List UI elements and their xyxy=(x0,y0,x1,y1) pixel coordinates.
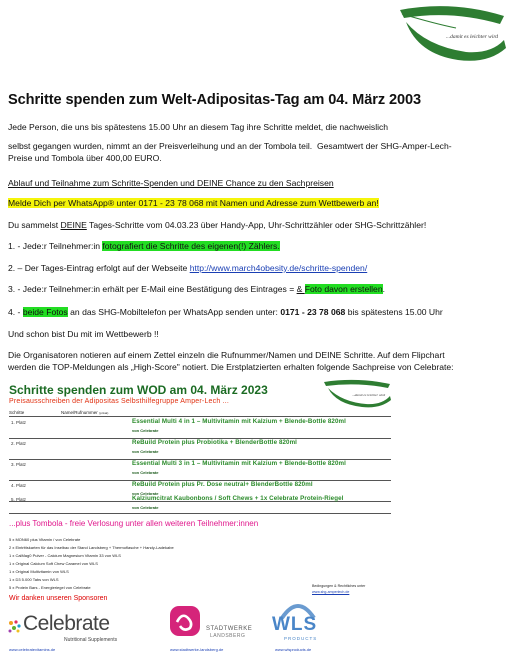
row-prize: Kalziumcitrat Kaubonbons / Soft Chews + 1x Celebrate Protein-Riegel xyxy=(132,495,344,502)
row-sponsor: von Celebrate xyxy=(132,470,159,475)
flyer-subtitle: Preisausschreiben der Adipositas Selbsthilfegruppe Amper-Lech ... xyxy=(9,398,230,405)
thanks-sponsors: Wir danken unseren Sponsoren xyxy=(9,595,108,602)
row-place: 5. Platz xyxy=(11,497,27,502)
tombola-item: 5 x MON60 plus Vitamin / von Celebrate xyxy=(9,537,81,542)
col-name xyxy=(61,410,108,415)
row-prize: Essential Multi 3 in 1 – Multivitamin mit Kalzium + Blende-Bottle 820ml xyxy=(132,460,346,467)
row-place: 2. Platz xyxy=(11,441,27,446)
step3-d: . xyxy=(382,284,385,294)
prize-row xyxy=(9,460,391,481)
step4-e: bis spätestens 15.00 Uhr xyxy=(345,307,443,317)
row-sponsor: von Celebrate xyxy=(132,428,159,433)
logo-tagline: ...damit es leichter wird xyxy=(446,34,499,40)
prize-row xyxy=(9,418,391,439)
tombola-item: 5 x Protein Bars - Energieriegel von Celebrate xyxy=(9,585,91,590)
celebrate-logo xyxy=(8,608,118,646)
wls-logo xyxy=(270,598,330,644)
tombola-heading: ...plus Tombola - freie Verlosung unter allen weiteren Teilnehmer:innen xyxy=(9,519,259,528)
step3-highlight: Foto davon erstellen xyxy=(304,284,383,294)
row-sponsor: von Celebrate xyxy=(132,505,159,510)
para1-line2-b: Gesamtwert der SHG-Amper-Lech- xyxy=(316,141,452,151)
bedingungen-link[interactable]: www.shg-amperlech.de xyxy=(312,590,350,594)
row-prize: ReBuild Protein plus Pr. Dose neutral+ BlenderBottle 820ml xyxy=(132,481,313,488)
step1-a: 1. - Jede:r Teilnehmer:in xyxy=(8,241,103,251)
row-sponsor: von Celebrate xyxy=(132,491,159,496)
tombola-item: 1 x Original Calcium Soft Chew Caramel von WLS xyxy=(9,561,98,566)
celebrate-dots-icon xyxy=(8,620,22,634)
schon-line: Und schon bist Du mit im Wettbewerb !! xyxy=(8,329,159,339)
col-name-small: (privat) xyxy=(99,411,109,415)
bedingungen-text: Bedingungen & Rechtliches unter xyxy=(312,584,366,588)
step-1 xyxy=(8,241,280,252)
row-sponsor: von Celebrate xyxy=(132,449,159,454)
step3-b: & xyxy=(296,284,305,294)
row-place: 3. Platz xyxy=(11,462,27,467)
march4obesity-link[interactable]: http://www.march4obesity.de/schritte-spenden/ xyxy=(189,263,368,273)
row-prize: ReBuild Protein plus Probiotika + BlenderBottle 820ml xyxy=(132,439,298,446)
row-prize: Essential Multi 4 in 1 – Multivitamin mit Kalzium + Blende-Bottle 820ml xyxy=(132,418,346,425)
stadtwerke-url[interactable]: www.stadtwerke-landsberg.de xyxy=(170,647,224,652)
whatsapp-highlight: Melde Dich per WhatsApp® unter 0171 - 23 78 068 mit Namen und Adresse zum Wettbewerb an! xyxy=(8,198,379,208)
col-name-label: Name/Rufnummer xyxy=(61,410,98,415)
para1-line2-a: selbst gegangen wurden, nimmt an der Preisverleihung und an der Tombola teil. xyxy=(8,141,313,151)
wls-url[interactable]: www.wlsproducts.de xyxy=(275,647,312,652)
tombola-item: 1 x CalMag0 Pulver - Calcium Magnesium Vitamin 33 von WLS xyxy=(9,553,121,558)
ablauf-heading: Ablauf und Teilnahme zum Schritte-Spenden und DEINE Chance zu den Sachpreisen xyxy=(8,178,334,188)
step-3 xyxy=(8,284,385,295)
flyer-logo xyxy=(322,378,392,408)
para1-line3: Preise und Tombola über 400,00 EURO. xyxy=(8,153,162,163)
svg-text:...damit es leichter wird: ...damit es leichter wird xyxy=(352,393,386,397)
stadtwerke-logo xyxy=(168,604,268,646)
step1-highlight: fotografiert die Schritte des eigenen(!) Zählers. xyxy=(102,241,280,251)
step3-a: 3. - Jede:r Teilnehmer:in erhält per E-Mail eine Bestätigung des Eintrages = xyxy=(8,284,297,294)
tombola-item: 2 x Eintrittskarten für das Inselbac der Stand Landsberg + Thermoflasche + Handy-Ladekabe xyxy=(9,545,174,550)
orga-line2: werden die TOP-Meldungen als „High-Score" notiert. Die Erstplatzierten erhalten folgende Sachpreise von Celebrate: xyxy=(8,362,454,372)
wls-name: WLS xyxy=(272,614,318,635)
wls-tagline: PRODUCTS xyxy=(284,636,318,641)
shg-logo xyxy=(396,2,508,64)
step-2 xyxy=(8,263,367,274)
step-4 xyxy=(8,307,443,318)
flyer-title: Schritte spenden zum WOD am 04. März 2023 xyxy=(9,383,268,397)
tombola-item: 1 x Original Multivitamin von WLS xyxy=(9,569,69,574)
sammelst-b: DEINE xyxy=(60,220,87,230)
para1-line1: Jede Person, die uns bis spätestens 15.00 Uhr an diesem Tag ihre Schritte meldet, die nachweislich xyxy=(8,122,389,132)
stadtwerke-tagline: LANDSBERG xyxy=(210,633,246,639)
step2-a: 2. – Der Tages-Eintrag erfolgt auf der Webseite xyxy=(8,263,190,273)
step4-highlight: beide Fotos xyxy=(22,307,68,317)
row-place: 4. Platz xyxy=(11,483,27,488)
prize-row xyxy=(9,439,391,460)
sammelst-a: Du sammelst xyxy=(8,220,61,230)
step4-c: an das SHG-Mobiltelefon per WhatsApp senden unter: xyxy=(67,307,281,317)
celebrate-name: Celebrate xyxy=(23,612,110,635)
whatsapp-line xyxy=(8,198,379,209)
stadtwerke-icon xyxy=(168,604,202,638)
prize-row xyxy=(9,495,391,514)
sammelst-line xyxy=(8,220,426,231)
table-top-rule xyxy=(9,416,391,417)
celebrate-tagline: Nutritional Supplements xyxy=(64,637,118,643)
step4-a: 4. - xyxy=(8,307,23,317)
tombola-item: 1 x D3 5.000 Tabs von WLS xyxy=(9,577,59,582)
row-place: 1. Platz xyxy=(11,420,27,425)
step4-phone: 0171 - 23 78 068 xyxy=(280,307,346,317)
stadtwerke-name: STADTWERKE xyxy=(206,626,253,632)
page-title: Schritte spenden zum Welt-Adipositas-Tag am 04. März 2003 xyxy=(8,92,422,108)
sammelst-c: Tages-Schritte vom 04.03.23 über Handy-App, Uhr-Schrittzähler oder SHG-Schrittzähler! xyxy=(86,220,427,230)
para1-line2 xyxy=(8,141,452,152)
celebrate-url[interactable]: www.celebratevitamins.de xyxy=(9,647,56,652)
orga-line1: Die Organisatoren notieren auf einem Zettel einzeln die Rufnummer/Namen und DEINE Schritte. Auf dem Flipchart xyxy=(8,350,445,360)
col-schritte: Schritte xyxy=(9,410,25,415)
